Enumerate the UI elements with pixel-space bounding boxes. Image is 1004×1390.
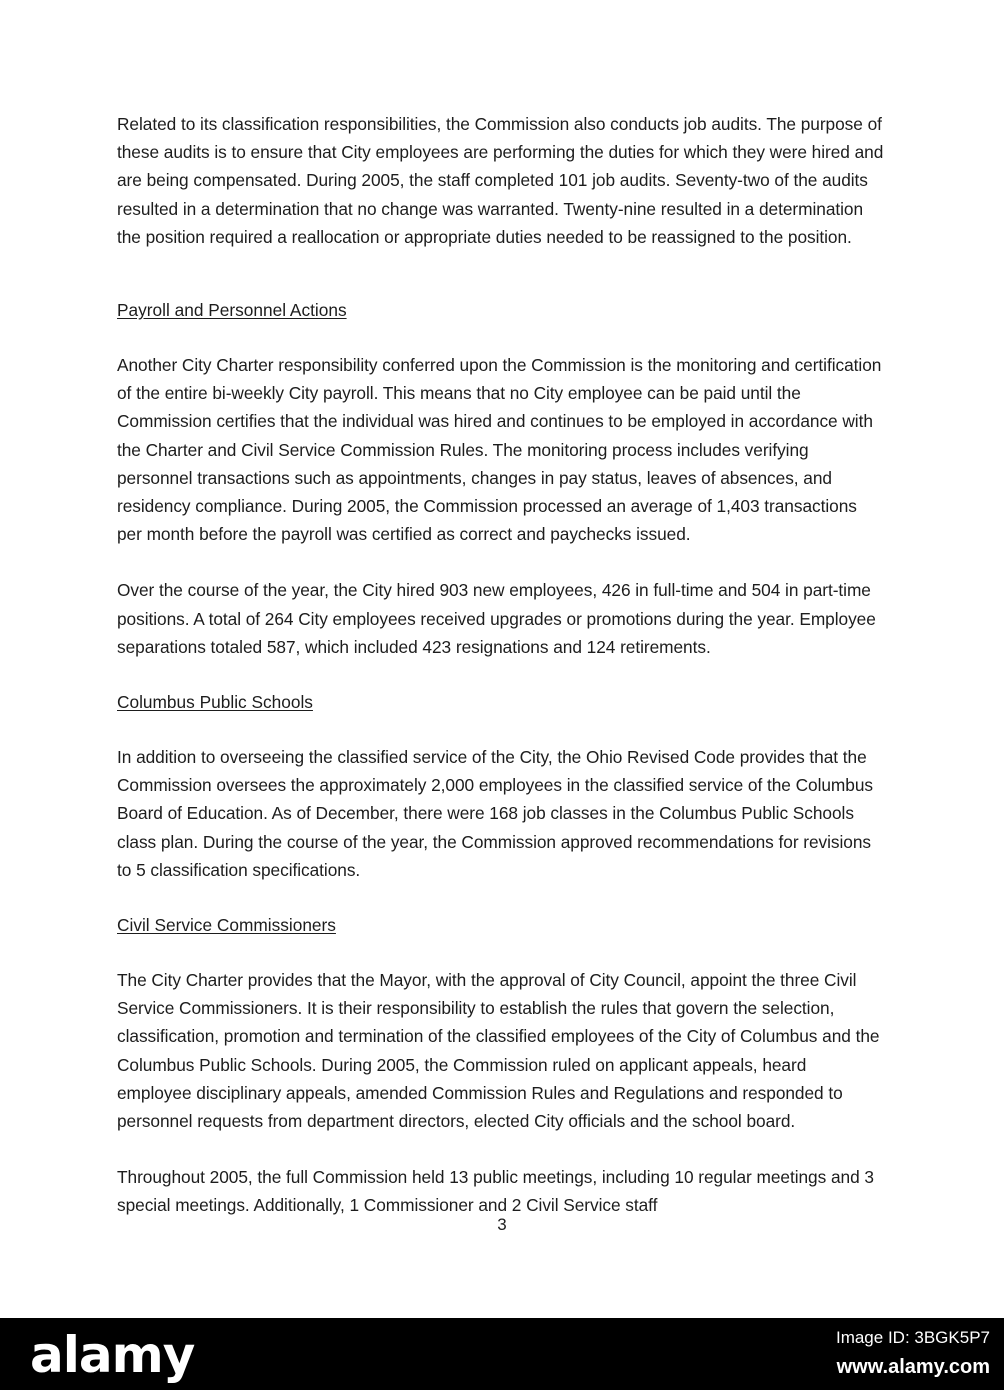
spacer <box>117 1135 885 1163</box>
paragraph-payroll-certification: Another City Charter responsibility conferred upon the Commission is the monitoring and certification of the entire bi-weekly City payroll. This means that no City employee can be paid until the Commission certifies that the individual was hired and continues to be employed in accordance with the Charter and Civil Service Commission Rules. The monitoring process includes verifying personnel transactions such as appointments, changes in pay status, leaves of absences, and residency compliance. During 2005, the Commission processed an average of 1,403 transactions per month before the payroll was certified as correct and paychecks issued. <box>117 355 882 545</box>
paragraph-public-schools: In addition to overseeing the classified service of the City, the Ohio Revised Code provides that the Commission oversees the approximately 2,000 employees in the classified service of the Columbus Board of Education. As of December, there were 168 job classes in the Columbus Public Schools class plan. During the course of the year, the Commission approved recommendations for revisions to 5 classification specifications. <box>117 747 873 880</box>
watermark-url: www.alamy.com <box>836 1356 990 1378</box>
paragraph-hiring-statistics: Over the course of the year, the City hired 903 new employees, 426 in full-time and 504 in part-time positions. A total of 264 City employees received upgrades or promotions during the year. Employee separations totaled 587, which included 423 resignations and 124 retirements. <box>117 580 876 657</box>
spacer <box>117 251 885 297</box>
spacer <box>117 884 885 912</box>
paragraph-commissioners: The City Charter provides that the Mayor, with the approval of City Council, appoint the three Civil Service Commissioners. It is their responsibility to establish the rules that govern the selection, classification, promotion and termination of the classified employees of the City of Columbus and the Columbus Public Schools. During 2005, the Commission ruled on applicant appeals, heard employee disciplinary appeals, amended Commission Rules and Regulations and responded to personnel requests from department directors, elected City officials and the school board. <box>117 970 880 1132</box>
spacer <box>117 323 885 351</box>
section-heading-payroll <box>117 297 885 323</box>
spacer <box>117 661 885 689</box>
watermark-bar <box>0 1318 1004 1390</box>
spacer <box>117 715 885 743</box>
section-heading-civil-service-commissioners <box>117 912 885 938</box>
watermark-image-id: Image ID: 3BGK5P7 <box>835 1328 990 1347</box>
page-number: 3 <box>497 1215 507 1234</box>
spacer <box>117 548 885 576</box>
paragraph-meetings: Throughout 2005, the full Commission held 13 public meetings, including 10 regular meetings and 3 special meetings. Additionally, 1 Commissioner and 2 Civil Service staff <box>117 1167 874 1216</box>
heading-text: Payroll and Personnel Actions <box>117 300 347 321</box>
document-text-body <box>117 110 885 1220</box>
alamy-logo: alamy <box>30 1326 195 1384</box>
watermark-info <box>836 1328 990 1379</box>
spacer <box>117 938 885 966</box>
heading-text: Civil Service Commissioners <box>117 915 336 936</box>
heading-text: Columbus Public Schools <box>117 692 313 713</box>
section-heading-columbus-public-schools <box>117 689 885 715</box>
paragraph-job-audits: Related to its classification responsibilities, the Commission also conducts job audits. The purpose of these audits is to ensure that City employees are performing the duties for which they were hired and are being compensated. During 2005, the staff completed 101 job audits. Seventy-two of the audits resulted in a determination that no change was warranted. Twenty-nine resulted in a determination the position required a reallocation or appropriate duties needed to be reassigned to the position. <box>117 114 884 247</box>
